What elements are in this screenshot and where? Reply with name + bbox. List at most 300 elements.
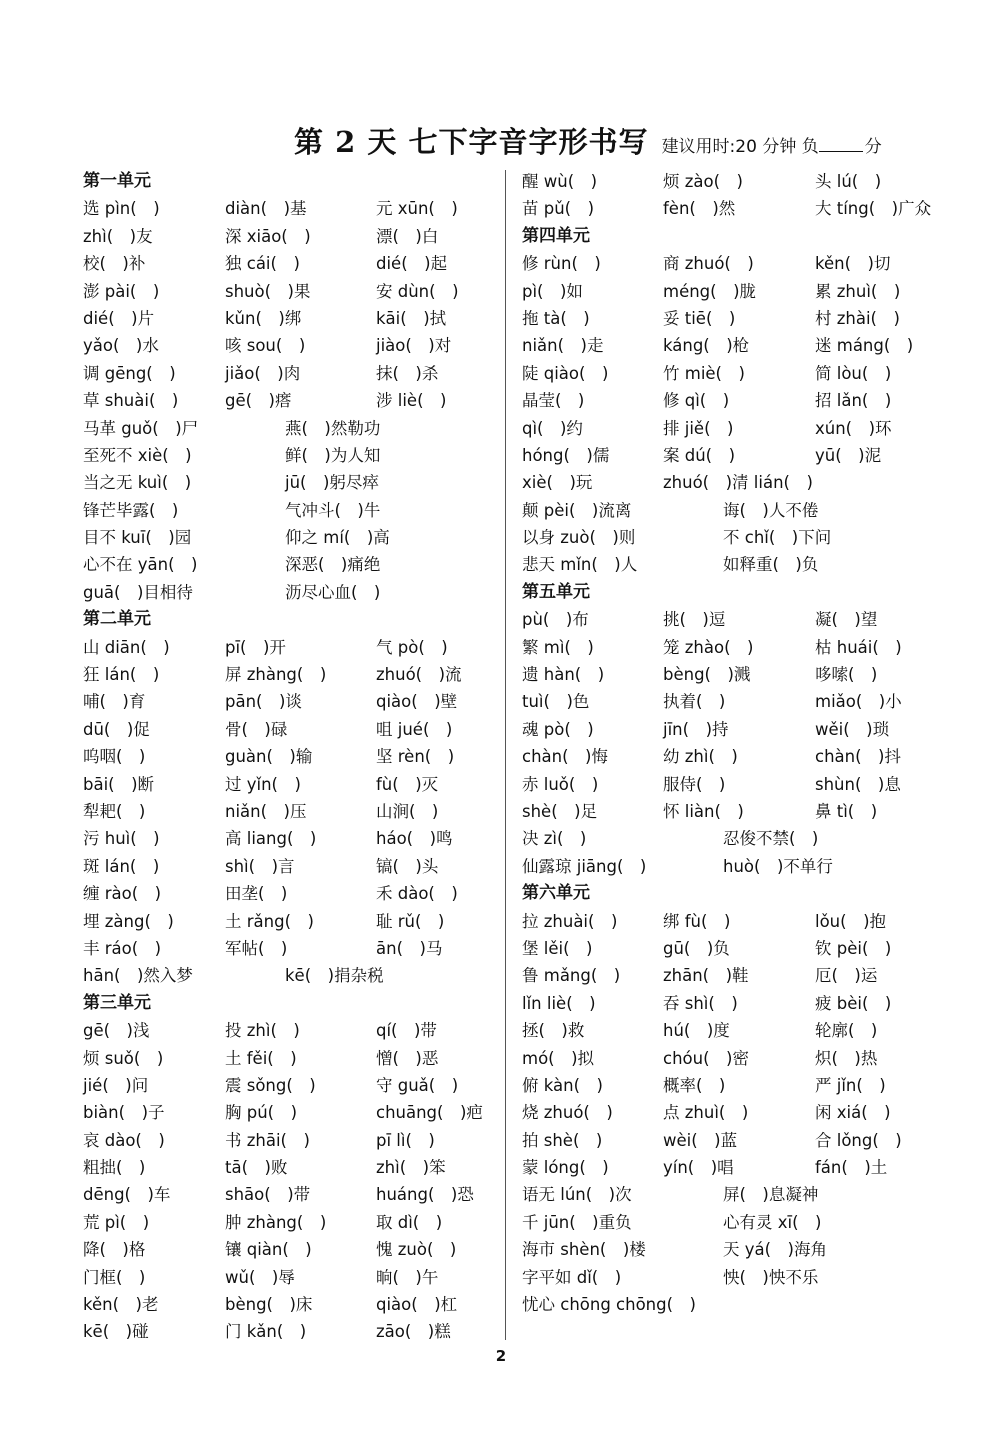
exercise-item: guàn( )输 (225, 747, 313, 767)
exercise-item: 排 jiě( ) (663, 418, 734, 438)
exercise-row (522, 606, 942, 633)
exercise-item: chuāng( )疤 (376, 1103, 483, 1123)
exercise-row (522, 497, 942, 524)
exercise-item: 凝( )望 (815, 610, 878, 630)
exercise-item: 决 zì( ) (522, 829, 587, 849)
exercise-item: jié( )问 (83, 1075, 149, 1095)
exercise-item: shè( )足 (522, 801, 598, 821)
exercise-item: hóng( )儒 (522, 445, 610, 465)
exercise-item: jū( )躬尽瘁 (285, 473, 379, 493)
exercise-item: 至死不 xiè( ) (83, 445, 192, 465)
exercise-row (83, 415, 493, 442)
exercise-item: kěn( )老 (83, 1295, 159, 1315)
exercise-item: 气冲斗( )牛 (285, 500, 381, 520)
exercise-item: xún( )环 (815, 418, 892, 438)
exercise-item: 晌( )午 (376, 1267, 439, 1287)
exercise-row (522, 688, 942, 715)
exercise-item: 屏( )息凝神 (723, 1185, 819, 1205)
unit-title: 第六单元 (522, 883, 590, 904)
exercise-item: 书 zhāi( ) (225, 1130, 310, 1150)
exercise-row (83, 305, 493, 332)
exercise-item: 堡 lěi( ) (522, 938, 593, 958)
exercise-item: 俯 kàn( ) (522, 1075, 603, 1095)
exercise-item: qiào( )壁 (376, 692, 458, 712)
exercise-row (83, 469, 493, 496)
exercise-item: 粗拙( ) (83, 1158, 146, 1178)
exercise-item: 丰 ráo( ) (83, 938, 162, 958)
exercise-item: tuì( )色 (522, 692, 590, 712)
exercise-item: 累 zhuì( ) (815, 281, 901, 301)
exercise-item: qì( )约 (522, 418, 583, 438)
exercise-item: 招 lǎn( ) (815, 391, 892, 411)
exercise-item: 选 pìn( ) (83, 199, 160, 219)
exercise-row (522, 387, 942, 414)
exercise-row (83, 579, 493, 606)
exercise-item: 轮廓( ) (815, 1021, 878, 1041)
exercise-item: 以身 zuò( )则 (522, 528, 636, 548)
exercise-row (522, 442, 942, 469)
exercise-row (522, 1181, 942, 1208)
exercise-item: 烦 suǒ( ) (83, 1048, 164, 1068)
exercise-item: 哀 dào( ) (83, 1130, 165, 1150)
exercise-item: 执着( ) (663, 692, 726, 712)
exercise-item: 马革 guǒ( )尸 (83, 418, 199, 438)
exercise-row (83, 908, 493, 935)
exercise-item: 天 yá( )海角 (723, 1240, 827, 1260)
score-suffix: 分 (864, 137, 882, 157)
exercise-item: wèi( )蓝 (663, 1130, 738, 1150)
exercise-item: 目不 kuī( )园 (83, 528, 192, 548)
exercise-item: 污 huì( ) (83, 829, 160, 849)
exercise-item: qí( )带 (376, 1021, 437, 1041)
exercise-item: 骨( )碌 (225, 719, 288, 739)
exercise-item: dié( )起 (376, 254, 448, 274)
exercise-item: lǒu( )抱 (815, 911, 887, 931)
time-advice: 建议用时:20 分钟 负 (661, 137, 819, 157)
exercise-item: pān( )谈 (225, 692, 302, 712)
unit-title: 第二单元 (83, 609, 151, 630)
exercise-item: 鲁 mǎng( ) (522, 966, 621, 986)
exercise-row (83, 387, 493, 414)
exercise-item: 鲜( )为人知 (285, 445, 381, 465)
exercise-item: kāi( )拭 (376, 308, 447, 328)
score-blank[interactable] (819, 137, 863, 152)
exercise-row (83, 1318, 493, 1345)
exercise-row (522, 524, 942, 551)
exercise-item: 咀 jué( ) (376, 719, 453, 739)
exercise-item: yū( )泥 (815, 445, 882, 465)
exercise-item: 独 cái( ) (225, 254, 300, 274)
exercise-row (83, 743, 493, 770)
exercise-item: 哺( )育 (83, 692, 146, 712)
exercise-item: 醒 wù( ) (522, 172, 598, 191)
exercise-item: 土 fěi( ) (225, 1048, 297, 1068)
exercise-item: ān( )马 (376, 938, 443, 958)
exercise-item: 妥 tiē( ) (663, 308, 736, 328)
exercise-row (83, 1209, 493, 1236)
exercise-item: 斑 lán( ) (83, 856, 160, 876)
exercise-item: jīn( )持 (663, 719, 729, 739)
exercise-item: jiǎo( )肉 (225, 363, 301, 383)
exercise-item: 拯( )救 (522, 1021, 585, 1041)
exercise-row (83, 223, 493, 250)
exercise-item: mó( )拟 (522, 1048, 595, 1068)
exercise-row (522, 771, 942, 798)
exercise-item: 合 lǒng( ) (815, 1130, 902, 1150)
exercise-item: dēng( )车 (83, 1185, 171, 1205)
exercise-item: 服侍( ) (663, 774, 726, 794)
exercise-item: háo( )鸣 (376, 829, 453, 849)
exercise-row (522, 551, 942, 578)
exercise-row (83, 962, 493, 989)
page-number: 2 (495, 1347, 507, 1365)
exercise-item: biàn( )子 (83, 1103, 165, 1123)
exercise-item: 苗 pǔ( ) (522, 199, 595, 219)
exercise-item: 愧 zuò( ) (376, 1240, 457, 1260)
exercise-item: 闲 xiá( ) (815, 1103, 891, 1123)
exercise-item: 忍俊不禁( ) (723, 829, 819, 849)
exercise-item: jiào( )对 (376, 336, 452, 356)
exercise-row (83, 1264, 493, 1291)
unit-title: 第三单元 (83, 992, 151, 1013)
exercise-row (83, 825, 493, 852)
exercise-item: 澎 pài( ) (83, 281, 160, 301)
exercise-item: 幼 zhì( ) (663, 747, 738, 767)
exercise-item: 吞 shì( ) (663, 993, 738, 1013)
exercise-item: 千 jūn( )重负 (522, 1212, 632, 1232)
exercise-item: 竹 miè( ) (663, 363, 745, 383)
exercise-item: chóu( )密 (663, 1048, 749, 1068)
exercise-item: hú( )度 (663, 1021, 730, 1041)
exercise-item: 校( )补 (83, 254, 146, 274)
exercise-item: 仰之 mí( )高 (285, 528, 390, 548)
exercise-row (522, 908, 942, 935)
exercise-item: 魂 pò( ) (522, 719, 594, 739)
exercise-row (83, 497, 493, 524)
exercise-item: 大 tíng( )广众 (815, 199, 932, 219)
exercise-row (522, 1099, 942, 1126)
exercise-item: 简 lòu( ) (815, 363, 892, 383)
exercise-item: 胸 pú( ) (225, 1103, 298, 1123)
exercise-row (83, 1154, 493, 1181)
exercise-item: pù( )布 (522, 610, 589, 630)
exercise-item: zhì( )笨 (376, 1158, 446, 1178)
exercise-item: shùn( )息 (815, 774, 901, 794)
exercise-item: tā( )败 (225, 1158, 288, 1178)
exercise-item: 烦 zào( ) (663, 172, 743, 191)
exercise-item: 炽( )热 (815, 1048, 878, 1068)
exercise-item: 门框( ) (83, 1267, 146, 1287)
exercise-item: 取 dì( ) (376, 1212, 443, 1232)
exercise-item: xiè( )玩 (522, 473, 593, 493)
exercise-item: 降( )格 (83, 1240, 146, 1260)
exercise-row (83, 1127, 493, 1154)
exercise-item: gē( )瘩 (225, 391, 292, 411)
exercise-row (522, 195, 942, 222)
exercise-item: kē( )捐杂税 (285, 966, 384, 986)
exercise-item: 禾 dào( ) (376, 884, 458, 904)
exercise-item: 怏( )怏不乐 (723, 1267, 819, 1287)
exercise-row (522, 1264, 942, 1291)
exercise-item: 山 diān( ) (83, 637, 170, 657)
exercise-item: 仙露琼 jiāng( ) (522, 856, 647, 876)
exercise-item: 深 xiāo( ) (225, 226, 311, 246)
exercise-item: fán( )土 (815, 1158, 888, 1178)
exercise-row (83, 442, 493, 469)
exercise-item: 挑( )逗 (663, 610, 726, 630)
exercise-item: wǔ( )辱 (225, 1267, 295, 1287)
right-column (522, 168, 942, 1318)
exercise-item: 草 shuài( ) (83, 391, 179, 411)
exercise-item: 呜咽( ) (83, 747, 146, 767)
exercise-row (83, 1236, 493, 1263)
exercise-item: 疲 bèi( ) (815, 993, 892, 1013)
exercise-row (83, 195, 493, 222)
exercise-item: 耻 rǔ( ) (376, 911, 445, 931)
exercise-item: fù( )灭 (376, 774, 439, 794)
exercise-row (522, 332, 942, 359)
exercise-row (83, 716, 493, 743)
exercise-item: 拉 zhuài( ) (522, 911, 618, 931)
exercise-row (522, 278, 942, 305)
exercise-item: 陡 qiào( ) (522, 363, 609, 383)
exercise-item: huáng( )恐 (376, 1185, 474, 1205)
exercise-item: 厄( )运 (815, 966, 878, 986)
exercise-item: 锋芒毕露( ) (83, 500, 179, 520)
exercise-row (83, 853, 493, 880)
exercise-item: 心不在 yān( ) (83, 555, 198, 575)
exercise-item: shuò( )果 (225, 281, 311, 301)
exercise-item: kǔn( )绑 (225, 308, 302, 328)
exercise-row (83, 1181, 493, 1208)
exercise-item: 憎( )恶 (376, 1048, 439, 1068)
exercise-row (83, 1017, 493, 1044)
exercise-item: 商 zhuó( ) (663, 254, 754, 274)
exercise-row (83, 935, 493, 962)
exercise-item: niǎn( )压 (225, 801, 307, 821)
exercise-row (83, 250, 493, 277)
exercise-row (522, 1154, 942, 1181)
exercise-item: pī( )开 (225, 637, 286, 657)
exercise-item: 海市 shèn( )楼 (522, 1240, 646, 1260)
exercise-item: zhān( )鞋 (663, 966, 749, 986)
exercise-item: hān( )然入梦 (83, 966, 193, 986)
exercise-item: 燕( )然勒功 (285, 418, 381, 438)
exercise-item: 忧心 chōng chōng( ) (522, 1295, 696, 1315)
exercise-item: 心有灵 xī( ) (723, 1212, 822, 1232)
exercise-item: guā( )目相待 (83, 582, 193, 602)
unit-title: 第五单元 (522, 581, 590, 602)
exercise-row (522, 798, 942, 825)
exercise-row (83, 634, 493, 661)
exercise-item: 如释重( )负 (723, 555, 819, 575)
exercise-item: 村 zhài( ) (815, 308, 900, 328)
exercise-row (83, 1072, 493, 1099)
exercise-item: 笼 zhào( ) (663, 637, 754, 657)
exercise-item: 缠 rào( ) (83, 884, 162, 904)
exercise-item: zhuó( )流 (376, 665, 462, 685)
exercise-item: 鼻 tì( ) (815, 801, 878, 821)
exercise-item: 迷 máng( ) (815, 336, 914, 356)
exercise-item: gē( )浅 (83, 1021, 150, 1041)
exercise-item: 狂 lán( ) (83, 665, 160, 685)
exercise-item: kěn( )切 (815, 254, 891, 274)
exercise-item: 修 rùn( ) (522, 254, 601, 274)
exercise-item: yín( )唱 (663, 1158, 734, 1178)
exercise-item: 遗 hàn( ) (522, 665, 605, 685)
exercise-item: 诲( )人不倦 (723, 500, 819, 520)
exercise-item: 哆嗦( ) (815, 665, 878, 685)
exercise-row (522, 1236, 942, 1263)
page-title: 第 2 天 七下字音字形书写 (294, 125, 649, 159)
exercise-item: 咳 sou( ) (225, 336, 306, 356)
exercise-item: 晶莹( ) (522, 391, 585, 411)
exercise-item: 犁耙( ) (83, 801, 146, 821)
exercise-item: 镐( )头 (376, 856, 439, 876)
exercise-row (522, 1127, 942, 1154)
exercise-item: 烧 zhuó( ) (522, 1103, 613, 1123)
exercise-item: qiào( )杠 (376, 1295, 458, 1315)
exercise-item: 悲天 mǐn( )人 (522, 555, 638, 575)
exercise-item: pī lì( ) (376, 1130, 435, 1150)
exercise-item: 安 dùn( ) (376, 281, 459, 301)
exercise-row (83, 1045, 493, 1072)
exercise-item: 抹( )杀 (376, 363, 439, 383)
exercise-item: 田垄( ) (225, 884, 288, 904)
exercise-item: 守 guǎ( ) (376, 1075, 459, 1095)
worksheet-title (294, 120, 934, 164)
column-divider (505, 170, 506, 1340)
unit-title: 第四单元 (522, 225, 590, 246)
exercise-item: 埋 zàng( ) (83, 911, 174, 931)
exercise-row (522, 1291, 942, 1318)
exercise-row (522, 1072, 942, 1099)
exercise-row (83, 524, 493, 551)
exercise-item: 当之无 kuì( ) (83, 473, 192, 493)
exercise-item: 不 chǐ( )下问 (723, 528, 832, 548)
exercise-row (522, 634, 942, 661)
exercise-item: dū( )促 (83, 719, 150, 739)
exercise-item: 枯 huái( ) (815, 637, 902, 657)
exercise-item: shì( )言 (225, 856, 295, 876)
exercise-item: 赤 luǒ( ) (522, 774, 599, 794)
exercise-item: gū( )负 (663, 938, 730, 958)
exercise-row (522, 1209, 942, 1236)
exercise-row (83, 880, 493, 907)
exercise-row (83, 551, 493, 578)
exercise-item: 门 kǎn( ) (225, 1322, 307, 1342)
exercise-item: 怀 liàn( ) (663, 801, 744, 821)
exercise-row (522, 1017, 942, 1044)
exercise-item: 钦 pèi( ) (815, 938, 892, 958)
exercise-item: 绑 fù( ) (663, 911, 731, 931)
exercise-item: niǎn( )走 (522, 336, 604, 356)
exercise-item: lǐn liè( ) (522, 993, 596, 1013)
exercise-row (83, 1291, 493, 1318)
left-column (83, 168, 493, 1346)
exercise-item: bāi( )断 (83, 774, 155, 794)
exercise-item: 军帖( ) (225, 938, 288, 958)
exercise-item: 土 rǎng( ) (225, 911, 314, 931)
exercise-row (83, 1099, 493, 1126)
exercise-item: huò( )不单行 (723, 856, 833, 876)
exercise-row (522, 305, 942, 332)
exercise-row (83, 798, 493, 825)
exercise-item: méng( )胧 (663, 281, 757, 301)
exercise-item: 涉 liè( ) (376, 391, 447, 411)
exercise-item: 颠 pèi( )流离 (522, 500, 632, 520)
exercise-row (83, 360, 493, 387)
exercise-item: fèn( )然 (663, 199, 736, 219)
exercise-item: wěi( )琐 (815, 719, 890, 739)
exercise-row (83, 661, 493, 688)
exercise-item: zhì( )友 (83, 226, 153, 246)
exercise-row (522, 990, 942, 1017)
exercise-row (522, 360, 942, 387)
exercise-item: 语无 lún( )次 (522, 1185, 632, 1205)
exercise-row (83, 332, 493, 359)
exercise-item: 拖 tà( ) (522, 308, 590, 328)
exercise-item: 案 dú( ) (663, 445, 736, 465)
exercise-row (522, 661, 942, 688)
exercise-item: shāo( )带 (225, 1185, 311, 1205)
exercise-item: 荒 pì( ) (83, 1212, 150, 1232)
exercise-item: diàn( )基 (225, 199, 307, 219)
exercise-item: káng( )枪 (663, 336, 750, 356)
exercise-item: 拍 shè( ) (522, 1130, 603, 1150)
exercise-row (522, 469, 942, 496)
exercise-item: pì( )如 (522, 281, 583, 301)
exercise-item: miǎo( )小 (815, 692, 902, 712)
exercise-row (522, 825, 942, 852)
exercise-row (522, 716, 942, 743)
unit-title: 第一单元 (83, 171, 151, 191)
exercise-item: 元 xūn( ) (376, 199, 458, 219)
exercise-item: 坚 rèn( ) (376, 747, 455, 767)
exercise-row (522, 1045, 942, 1072)
exercise-item: 投 zhì( ) (225, 1021, 300, 1041)
exercise-item: 调 gēng( ) (83, 363, 176, 383)
exercise-row (522, 935, 942, 962)
exercise-item: 过 yǐn( ) (225, 774, 301, 794)
exercise-row (522, 168, 942, 195)
exercise-item: 繁 mì( ) (522, 637, 594, 657)
exercise-item: 气 pò( ) (376, 637, 448, 657)
exercise-item: 深恶( )痛绝 (285, 555, 381, 575)
exercise-row (522, 853, 942, 880)
exercise-item: 高 liang( ) (225, 829, 317, 849)
exercise-item: kē( )碰 (83, 1322, 149, 1342)
exercise-item: 镶 qiàn( ) (225, 1240, 312, 1260)
exercise-row (83, 688, 493, 715)
exercise-item: zhuó( )清 lián( ) (663, 473, 813, 493)
exercise-item: bèng( )溅 (663, 665, 751, 685)
exercise-item: chàn( )悔 (522, 747, 608, 767)
exercise-item: dié( )片 (83, 308, 155, 328)
exercise-item: 漂( )白 (376, 226, 439, 246)
exercise-item: bèng( )床 (225, 1295, 313, 1315)
exercise-item: 修 qì( ) (663, 391, 730, 411)
exercise-item: 震 sǒng( ) (225, 1075, 316, 1095)
exercise-row (522, 415, 942, 442)
exercise-row (522, 743, 942, 770)
exercise-item: 蒙 lóng( ) (522, 1158, 609, 1178)
exercise-item: zāo( )糕 (376, 1322, 451, 1342)
exercise-item: 点 zhuì( ) (663, 1103, 749, 1123)
exercise-item: 头 lú( ) (815, 172, 882, 191)
exercise-item: 屏 zhàng( ) (225, 665, 327, 685)
exercise-item: 字平如 dǐ( ) (522, 1267, 622, 1287)
